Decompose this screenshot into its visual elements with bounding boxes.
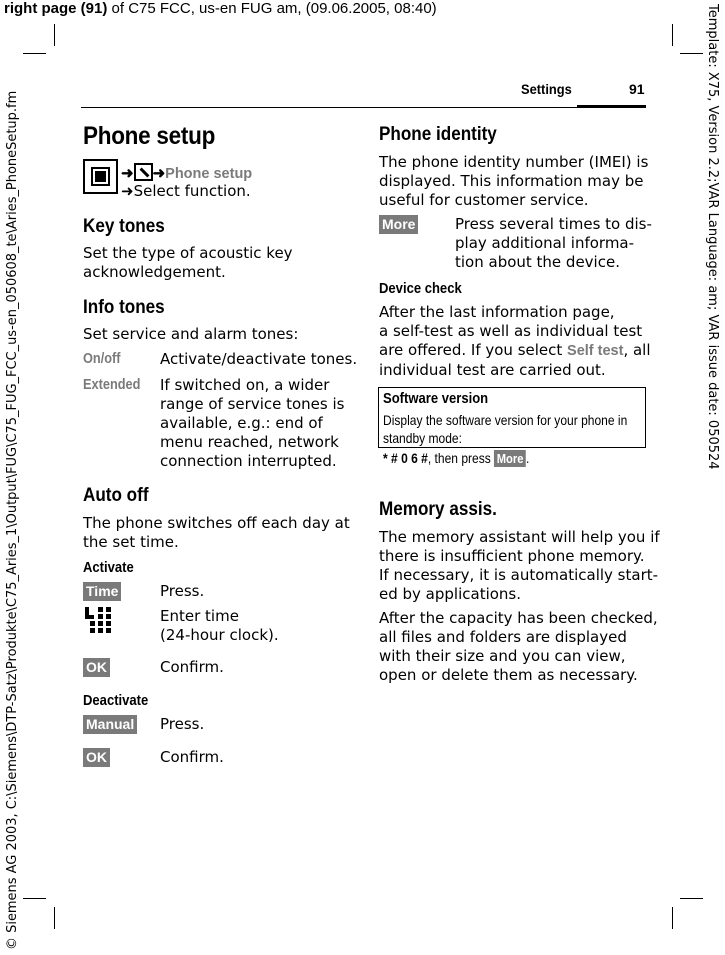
auto-off-text: [83, 514, 350, 552]
arrow-icon: ➜: [121, 165, 134, 182]
self-test-term: Self test: [567, 343, 624, 359]
enter-time-description: [160, 607, 279, 645]
text-line: The phone identity number (IMEI) is: [379, 153, 649, 171]
software-version-title: Software version: [383, 391, 489, 407]
text-line: open or delete them as necessary.: [379, 666, 638, 684]
text-line: connection interrupted.: [160, 452, 337, 470]
software-version-code-line: [383, 450, 605, 467]
text-line: all files and folders are displayed: [379, 628, 627, 646]
key-tones-text: [83, 244, 293, 282]
ok-softkey[interactable]: OK: [83, 658, 110, 677]
crop-mark: [54, 907, 55, 929]
text-fragment: , all: [623, 341, 651, 359]
menu-key-icon: [83, 159, 118, 194]
extended-description: [160, 376, 344, 471]
text-line: range of service tones is: [160, 395, 345, 413]
text-line: there is insufficient phone memory.: [379, 547, 645, 565]
text-line: The memory assistant will help you if: [379, 528, 660, 546]
crop-mark: [23, 53, 46, 54]
section-heading-auto-off: Auto off: [83, 485, 149, 506]
ok-description: Confirm.: [160, 658, 224, 676]
text-line: ed by applications.: [379, 585, 522, 603]
term-on-off: On/off: [83, 351, 121, 367]
print-header-info: of C75 FCC, us-en FUG am, (09.06.2005, 08:40): [107, 0, 437, 17]
menu-path-target: Phone setup: [165, 166, 253, 182]
text-line: Enter time: [160, 607, 239, 625]
text-line: a self-test as well as individual test: [379, 322, 643, 340]
crop-mark: [54, 24, 55, 46]
text-line: If necessary, it is automatically start-: [379, 566, 659, 584]
time-softkey[interactable]: Time: [83, 582, 121, 601]
on-off-description: Activate/deactivate tones.: [160, 350, 358, 368]
activate-label: Activate: [83, 560, 134, 576]
crop-mark: [23, 898, 46, 899]
text-line: Press several times to dis-: [455, 215, 652, 233]
text-fragment: .: [525, 450, 530, 466]
page-title: Phone setup: [83, 122, 216, 150]
print-header-page: right page (91): [4, 0, 108, 17]
text-line: [379, 341, 651, 361]
device-check-heading: Device check: [379, 281, 462, 297]
text-line: (24-hour clock).: [160, 626, 279, 644]
menu-path: [121, 163, 252, 182]
more-softkey[interactable]: More: [379, 215, 418, 234]
text-line: acknowledgement.: [83, 263, 226, 281]
running-head-title: Settings: [521, 81, 572, 97]
section-heading-memory-assis: Memory assis.: [379, 499, 497, 520]
text-line: menu reached, network: [160, 433, 339, 451]
manual-description: Press.: [160, 715, 205, 733]
text-line: After the last information page,: [379, 303, 615, 321]
manual-softkey[interactable]: Manual: [83, 715, 137, 734]
crop-mark: [680, 53, 703, 54]
menu-path-instruction: ➜Select function.: [121, 182, 251, 200]
text-line: Set the type of acoustic key: [83, 244, 293, 262]
side-template-info: Template: X75, Version 2.2;VAR Language: am; VAR issue date: 050524: [705, 4, 720, 470]
text-line: If switched on, a wider: [160, 376, 330, 394]
info-tones-intro: Set service and alarm tones:: [83, 325, 299, 343]
crop-mark: [672, 907, 673, 929]
crop-mark: [680, 898, 703, 899]
arrow-icon: ➜: [152, 165, 166, 182]
text-line: displayed. This information may be: [379, 172, 644, 190]
text-line: with their size and you can view,: [379, 647, 626, 665]
text-line: available, e.g.: end of: [160, 414, 323, 432]
software-version-text: Display the software version for your phone in standby mode:: [383, 412, 628, 446]
text-line: play additional informa-: [455, 234, 635, 252]
settings-tool-icon: [134, 163, 153, 181]
term-extended: Extended: [83, 377, 141, 393]
text-line: useful for customer service.: [379, 191, 589, 209]
device-check-text: [379, 303, 651, 380]
keypad-icon: [85, 607, 117, 633]
imei-code: * # 0 6 #: [383, 450, 428, 466]
page-number: 91: [629, 81, 645, 97]
print-header: [4, 0, 437, 17]
section-heading-phone-identity: Phone identity: [379, 124, 497, 145]
software-version-box: [378, 387, 646, 466]
text-line: After the capacity has been checked,: [379, 609, 658, 627]
deactivate-label: Deactivate: [83, 693, 149, 709]
header-rule: [81, 107, 646, 108]
time-description: Press.: [160, 582, 205, 600]
text-fragment: , then press: [427, 450, 495, 466]
section-heading-info-tones: Info tones: [83, 297, 165, 318]
header-rule-accent: [577, 105, 646, 108]
section-heading-key-tones: Key tones: [83, 216, 165, 237]
memory-paragraph-1: [379, 528, 660, 604]
side-copyright-path: © Siemens AG 2003, C:\Siemens\DTP-Satz\Produkte\C75_Aries_1\Output\FUG\C75_FUG_FCC_us-en_050608_te\Aries_PhoneSetup.fm: [5, 90, 20, 951]
memory-paragraph-2: [379, 609, 658, 685]
crop-mark: [672, 24, 673, 46]
ok-softkey-deactivate[interactable]: OK: [83, 748, 110, 767]
phone-identity-text: [379, 153, 648, 210]
more-description: [455, 215, 652, 272]
ok-deactivate-description: Confirm.: [160, 748, 224, 766]
text-line: The phone switches off each day at: [83, 514, 350, 532]
text-line: individual test are carried out.: [379, 361, 606, 379]
text-line: tion about the device.: [455, 253, 620, 271]
text-line: the set time.: [83, 533, 179, 551]
text-fragment: are offered. If you select: [379, 341, 568, 359]
more-softkey-inline[interactable]: More: [494, 450, 526, 467]
